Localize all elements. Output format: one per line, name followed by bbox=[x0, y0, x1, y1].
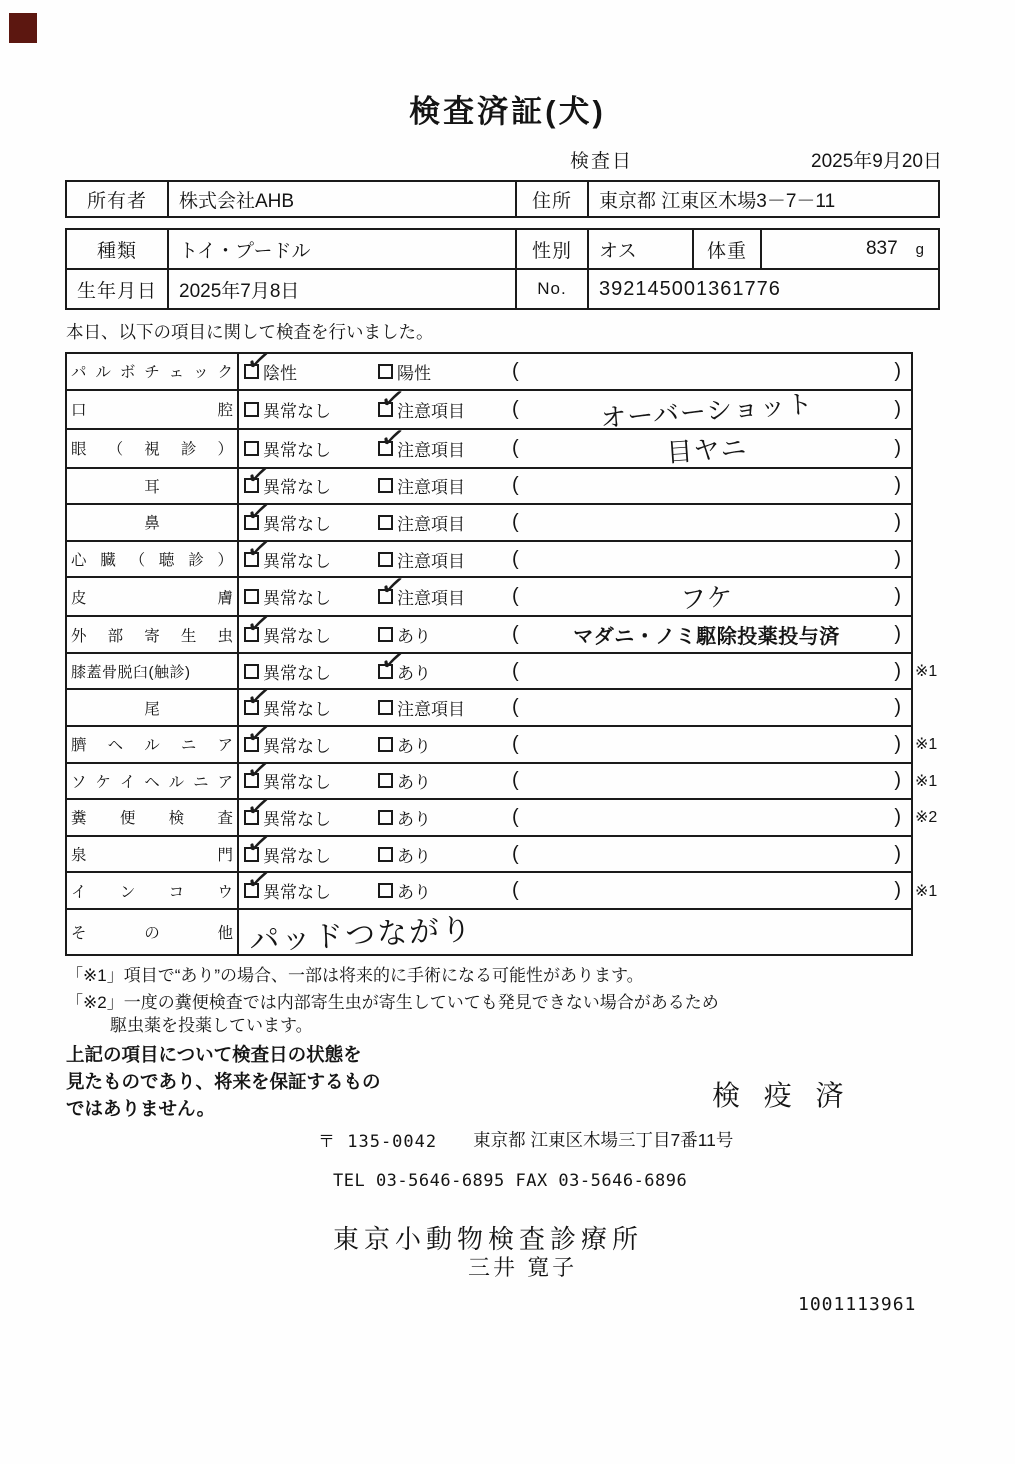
check-mark-icon: ✓ bbox=[243, 789, 274, 826]
checklist-row-inguinal-hernia bbox=[67, 752, 938, 801]
checklist-row-tail bbox=[67, 679, 911, 727]
inspection-date-value: 2025年9月20日 bbox=[811, 151, 942, 172]
footnote-1: 「※1」項目で“あり”の場合、一部は将来的に手術になる可能性があります。 bbox=[66, 966, 644, 985]
footnote-2: 「※2」一度の糞便検査では内部寄生虫が寄生していても発見できない場合があるため bbox=[66, 993, 719, 1012]
checkbox-icon bbox=[377, 642, 408, 680]
owner-value: 株式会社AHB bbox=[167, 182, 515, 216]
paren-open: ( bbox=[512, 397, 519, 420]
checkbox-option-present bbox=[378, 732, 512, 757]
disclaimer-line-2: 見たものであり、将来を保証するもの bbox=[66, 1071, 381, 1092]
checkbox-option-caution bbox=[377, 380, 512, 422]
birth-value: 2025年7月8日 bbox=[167, 270, 515, 308]
checkbox-option-present bbox=[377, 642, 512, 684]
paren-close: ) bbox=[894, 510, 901, 533]
remark-value: マダニ・ノミ駆除投薬投与済 bbox=[573, 626, 840, 649]
check-mark-icon: ✓ bbox=[243, 715, 274, 753]
handwritten-remark: フケ bbox=[678, 581, 735, 616]
checkbox-option-normal bbox=[244, 659, 378, 684]
checkbox-option-normal bbox=[243, 679, 378, 720]
checkbox-icon bbox=[378, 883, 393, 898]
owner-table bbox=[65, 180, 940, 218]
checkbox-option-negative bbox=[243, 342, 378, 384]
paren-close: ) bbox=[894, 585, 901, 608]
check-mark-icon: ✓ bbox=[377, 642, 408, 680]
paren-open: ( bbox=[512, 359, 519, 382]
checkbox-icon bbox=[378, 364, 393, 379]
paren-close: ) bbox=[894, 659, 901, 682]
checkbox-option-caution bbox=[378, 695, 512, 720]
option-label: 異常なし bbox=[263, 551, 331, 571]
breed-value: トイ・プードル bbox=[167, 230, 515, 268]
tel-fax-line: TEL 03-5646-6895 FAX 03-5646-6896 bbox=[333, 1171, 688, 1191]
weight-unit: g bbox=[915, 240, 924, 258]
item-label: 鼻 bbox=[144, 515, 160, 533]
checkbox-icon bbox=[378, 552, 393, 567]
checkbox-icon bbox=[378, 810, 393, 825]
item-label: パ ル ボ チ ェ ッ ク bbox=[71, 364, 233, 382]
checkbox-option-normal bbox=[243, 862, 378, 903]
item-label: 糞 便 検 査 bbox=[71, 810, 233, 828]
paren-close: ) bbox=[894, 805, 901, 828]
breed-label: 種類 bbox=[96, 240, 137, 262]
weight-cell bbox=[760, 230, 938, 268]
birth-label: 生年月日 bbox=[76, 280, 157, 302]
veterinarian-name: 三井 寛子 bbox=[468, 1255, 578, 1280]
checklist-row-fontanelle bbox=[67, 825, 911, 874]
checkbox-option-normal bbox=[243, 494, 378, 535]
paren-open: ( bbox=[512, 696, 519, 719]
paren-open: ( bbox=[512, 732, 519, 755]
checkbox-option-normal bbox=[243, 530, 378, 572]
checklist-row-umbilical-hernia bbox=[67, 715, 938, 764]
checklist-row-other bbox=[67, 910, 911, 958]
check-mark-icon: ✓ bbox=[243, 494, 274, 531]
option-label: 注意項目 bbox=[397, 478, 465, 498]
paren-close: ) bbox=[894, 879, 901, 902]
checklist-row-eyes bbox=[67, 419, 911, 469]
checkbox-icon bbox=[378, 515, 393, 530]
checkbox-option-normal bbox=[244, 436, 378, 461]
quarantine-stamp: 検 疫 済 bbox=[712, 1080, 852, 1111]
paren-close: ) bbox=[894, 474, 901, 497]
disclaimer-line-3: ではありません。 bbox=[66, 1098, 216, 1119]
checkbox-icon bbox=[378, 737, 393, 752]
checklist-table bbox=[65, 342, 938, 958]
address-label: 住所 bbox=[515, 182, 587, 216]
no-value: 392145001361776 bbox=[587, 270, 938, 308]
footnote-ref: ※1 bbox=[915, 736, 938, 754]
paren-open: ( bbox=[512, 769, 519, 792]
item-label: 皮 膚 bbox=[71, 589, 233, 607]
checkbox-icon bbox=[378, 773, 393, 788]
check-mark-icon: ✓ bbox=[243, 825, 274, 863]
pet-info-table bbox=[65, 228, 940, 310]
clinic-address: 東京都 江東区木場三丁目7番11号 bbox=[473, 1130, 734, 1150]
checkbox-icon bbox=[243, 679, 274, 717]
checkbox-icon bbox=[244, 589, 259, 604]
item-label: 泉 門 bbox=[71, 847, 233, 865]
item-label: 膝蓋骨脱臼(触診) bbox=[71, 663, 191, 681]
option-label: あり bbox=[397, 663, 431, 683]
inspection-date-label: 検査日 bbox=[570, 151, 634, 172]
handwritten-remark: 目ヤニ bbox=[665, 431, 749, 468]
clinic-address-line bbox=[318, 1127, 733, 1152]
item-label: そ の 他 bbox=[71, 924, 233, 942]
paren-open: ( bbox=[512, 510, 519, 533]
paren-open: ( bbox=[512, 659, 519, 682]
item-label: 心 臓 （ 聴 診 ） bbox=[71, 552, 233, 570]
item-label: 耳 bbox=[144, 478, 160, 496]
check-mark-icon: ✓ bbox=[377, 568, 408, 606]
checklist-row-nose bbox=[67, 494, 911, 542]
option-label: あり bbox=[397, 883, 431, 903]
check-mark-icon: ✓ bbox=[243, 679, 274, 717]
disclaimer-line-1: 上記の項目について検査日の状態を bbox=[66, 1044, 362, 1065]
checkbox-icon bbox=[243, 752, 274, 790]
checkbox-icon bbox=[377, 380, 408, 418]
footnote-ref: ※2 bbox=[915, 809, 938, 827]
checkbox-icon bbox=[243, 715, 274, 753]
weight-value: 837 bbox=[865, 238, 898, 259]
paren-open: ( bbox=[512, 805, 519, 828]
check-mark-icon: ✓ bbox=[243, 752, 274, 790]
check-mark-icon: ✓ bbox=[377, 380, 408, 418]
inspection-date-line bbox=[570, 146, 942, 173]
option-label: 注意項目 bbox=[397, 440, 465, 460]
address-value: 東京都 江東区木場3－7－11 bbox=[587, 182, 938, 216]
checkbox-icon bbox=[378, 700, 393, 715]
checkbox-icon bbox=[243, 606, 274, 644]
checkbox-icon bbox=[243, 530, 274, 568]
option-label: 異常なし bbox=[263, 440, 331, 460]
checkbox-option-caution bbox=[378, 473, 512, 498]
paren-open: ( bbox=[512, 623, 519, 646]
paren-open: ( bbox=[512, 879, 519, 902]
checkbox-icon bbox=[243, 862, 274, 900]
option-label: あり bbox=[397, 809, 431, 829]
paren-close: ) bbox=[894, 436, 901, 459]
serial-number: 1001113961 bbox=[798, 1294, 917, 1315]
postal-code: 〒 135-0042 bbox=[318, 1132, 438, 1152]
paren-open: ( bbox=[512, 436, 519, 459]
footnote-ref: ※1 bbox=[915, 772, 938, 790]
option-label: 注意項目 bbox=[397, 589, 465, 609]
checkbox-option-caution bbox=[377, 419, 512, 461]
checkbox-option-normal bbox=[243, 457, 378, 498]
option-label: 異常なし bbox=[263, 809, 331, 829]
checkbox-icon bbox=[244, 402, 259, 417]
option-label: 注意項目 bbox=[397, 514, 465, 534]
check-mark-icon: ✓ bbox=[243, 457, 274, 495]
paren-close: ) bbox=[894, 623, 901, 646]
check-mark-icon: ✓ bbox=[377, 419, 408, 457]
option-label: あり bbox=[397, 773, 431, 793]
checklist-row-skin bbox=[67, 568, 911, 617]
checkbox-icon bbox=[243, 457, 274, 495]
footnote-2-cont: 駆虫薬を投薬しています。 bbox=[110, 1016, 313, 1035]
paren-open: ( bbox=[512, 547, 519, 570]
clinic-name: 東京小動物検査診療所 bbox=[333, 1224, 644, 1254]
option-label: 異常なし bbox=[263, 736, 331, 756]
checkbox-option-present bbox=[378, 622, 512, 647]
checkbox-icon bbox=[378, 627, 393, 642]
checklist-row-ears bbox=[67, 457, 911, 506]
item-label: 眼 （ 視 診 ） bbox=[71, 441, 233, 459]
paren-close: ) bbox=[894, 397, 901, 420]
footnote-ref: ※1 bbox=[915, 882, 938, 900]
option-label: 異常なし bbox=[263, 700, 331, 720]
checkbox-option-normal bbox=[244, 584, 378, 609]
intro-text: 本日、以下の項目に関して検査を行いました。 bbox=[66, 322, 434, 342]
page-title: 検査済証(犬) bbox=[409, 94, 606, 129]
item-label: 臍 ヘ ル ニ ア bbox=[71, 737, 233, 755]
option-label: 異常なし bbox=[263, 627, 331, 647]
checkbox-icon bbox=[377, 568, 408, 606]
item-label: 尾 bbox=[144, 700, 160, 718]
option-label: 陰性 bbox=[263, 363, 297, 383]
checkbox-icon bbox=[243, 825, 274, 863]
paren-close: ) bbox=[894, 732, 901, 755]
handwritten-other-remark: パッドつながり bbox=[248, 913, 474, 958]
checkbox-option-present bbox=[378, 878, 512, 903]
check-mark-icon: ✓ bbox=[243, 606, 274, 644]
checkbox-icon bbox=[243, 789, 274, 826]
paren-close: ) bbox=[894, 359, 901, 382]
handwritten-remark: オーバーショット bbox=[598, 388, 815, 433]
option-label: 異常なし bbox=[263, 401, 331, 421]
option-label: 異常なし bbox=[263, 773, 331, 793]
checkbox-option-normal bbox=[243, 752, 378, 793]
sex-value: オス bbox=[587, 230, 692, 268]
option-label: 異常なし bbox=[263, 663, 331, 683]
option-label: 異常なし bbox=[263, 589, 331, 609]
checklist-row-patella bbox=[67, 642, 938, 691]
paren-close: ) bbox=[894, 769, 901, 792]
option-label: あり bbox=[397, 627, 431, 647]
checklist-row-parasites bbox=[67, 606, 911, 654]
option-label: 注意項目 bbox=[397, 551, 465, 571]
item-label: イ ン コ ウ bbox=[71, 883, 233, 901]
checkbox-icon bbox=[244, 441, 259, 456]
checklist-row-inkou bbox=[67, 862, 938, 910]
paren-open: ( bbox=[512, 585, 519, 608]
option-label: あり bbox=[397, 736, 431, 756]
paren-close: ) bbox=[894, 696, 901, 719]
checkbox-option-present bbox=[378, 842, 512, 867]
checkbox-icon bbox=[378, 478, 393, 493]
checklist-row-fecal bbox=[67, 789, 938, 837]
check-mark-icon: ✓ bbox=[243, 862, 274, 900]
checkbox-icon bbox=[243, 342, 274, 380]
paren-open: ( bbox=[512, 842, 519, 865]
checkbox-icon bbox=[378, 847, 393, 862]
option-label: 異常なし bbox=[263, 514, 331, 534]
option-label: 注意項目 bbox=[397, 401, 465, 421]
disclaimer-text bbox=[66, 1041, 381, 1122]
checkbox-option-positive bbox=[378, 359, 512, 384]
option-label: 陽性 bbox=[397, 363, 431, 383]
checkbox-option-normal bbox=[243, 825, 378, 867]
paren-close: ) bbox=[894, 547, 901, 570]
checkbox-option-normal bbox=[243, 789, 378, 830]
owner-label: 所有者 bbox=[86, 190, 147, 212]
checkbox-icon bbox=[244, 664, 259, 679]
checkbox-option-normal bbox=[243, 606, 378, 647]
option-label: 異常なし bbox=[263, 846, 331, 866]
option-label: 異常なし bbox=[263, 883, 331, 903]
scan-corner-mark bbox=[9, 13, 37, 43]
option-label: 注意項目 bbox=[397, 700, 465, 720]
checkbox-icon bbox=[243, 494, 274, 531]
checkbox-option-caution bbox=[378, 510, 512, 535]
option-label: あり bbox=[397, 846, 431, 866]
checkbox-option-normal bbox=[244, 397, 378, 422]
checkbox-option-present bbox=[378, 768, 512, 793]
checkbox-option-present bbox=[378, 805, 512, 830]
paren-open: ( bbox=[512, 474, 519, 497]
item-label: 外 部 寄 生 虫 bbox=[71, 627, 233, 645]
checkbox-option-caution bbox=[377, 568, 512, 609]
check-mark-icon: ✓ bbox=[243, 342, 274, 380]
check-mark-icon: ✓ bbox=[243, 530, 274, 568]
item-label: 口 腔 bbox=[71, 402, 233, 420]
sex-label: 性別 bbox=[515, 230, 587, 268]
option-label: 異常なし bbox=[263, 478, 331, 498]
checkbox-option-normal bbox=[243, 715, 378, 757]
footnote-ref: ※1 bbox=[915, 663, 938, 681]
paren-close: ) bbox=[894, 842, 901, 865]
checkbox-option-caution bbox=[378, 547, 512, 572]
weight-label: 体重 bbox=[692, 230, 760, 268]
item-label: ソ ケ イ ヘ ル ニ ア bbox=[71, 773, 233, 791]
checkbox-icon bbox=[377, 419, 408, 457]
no-label: No. bbox=[515, 270, 587, 308]
